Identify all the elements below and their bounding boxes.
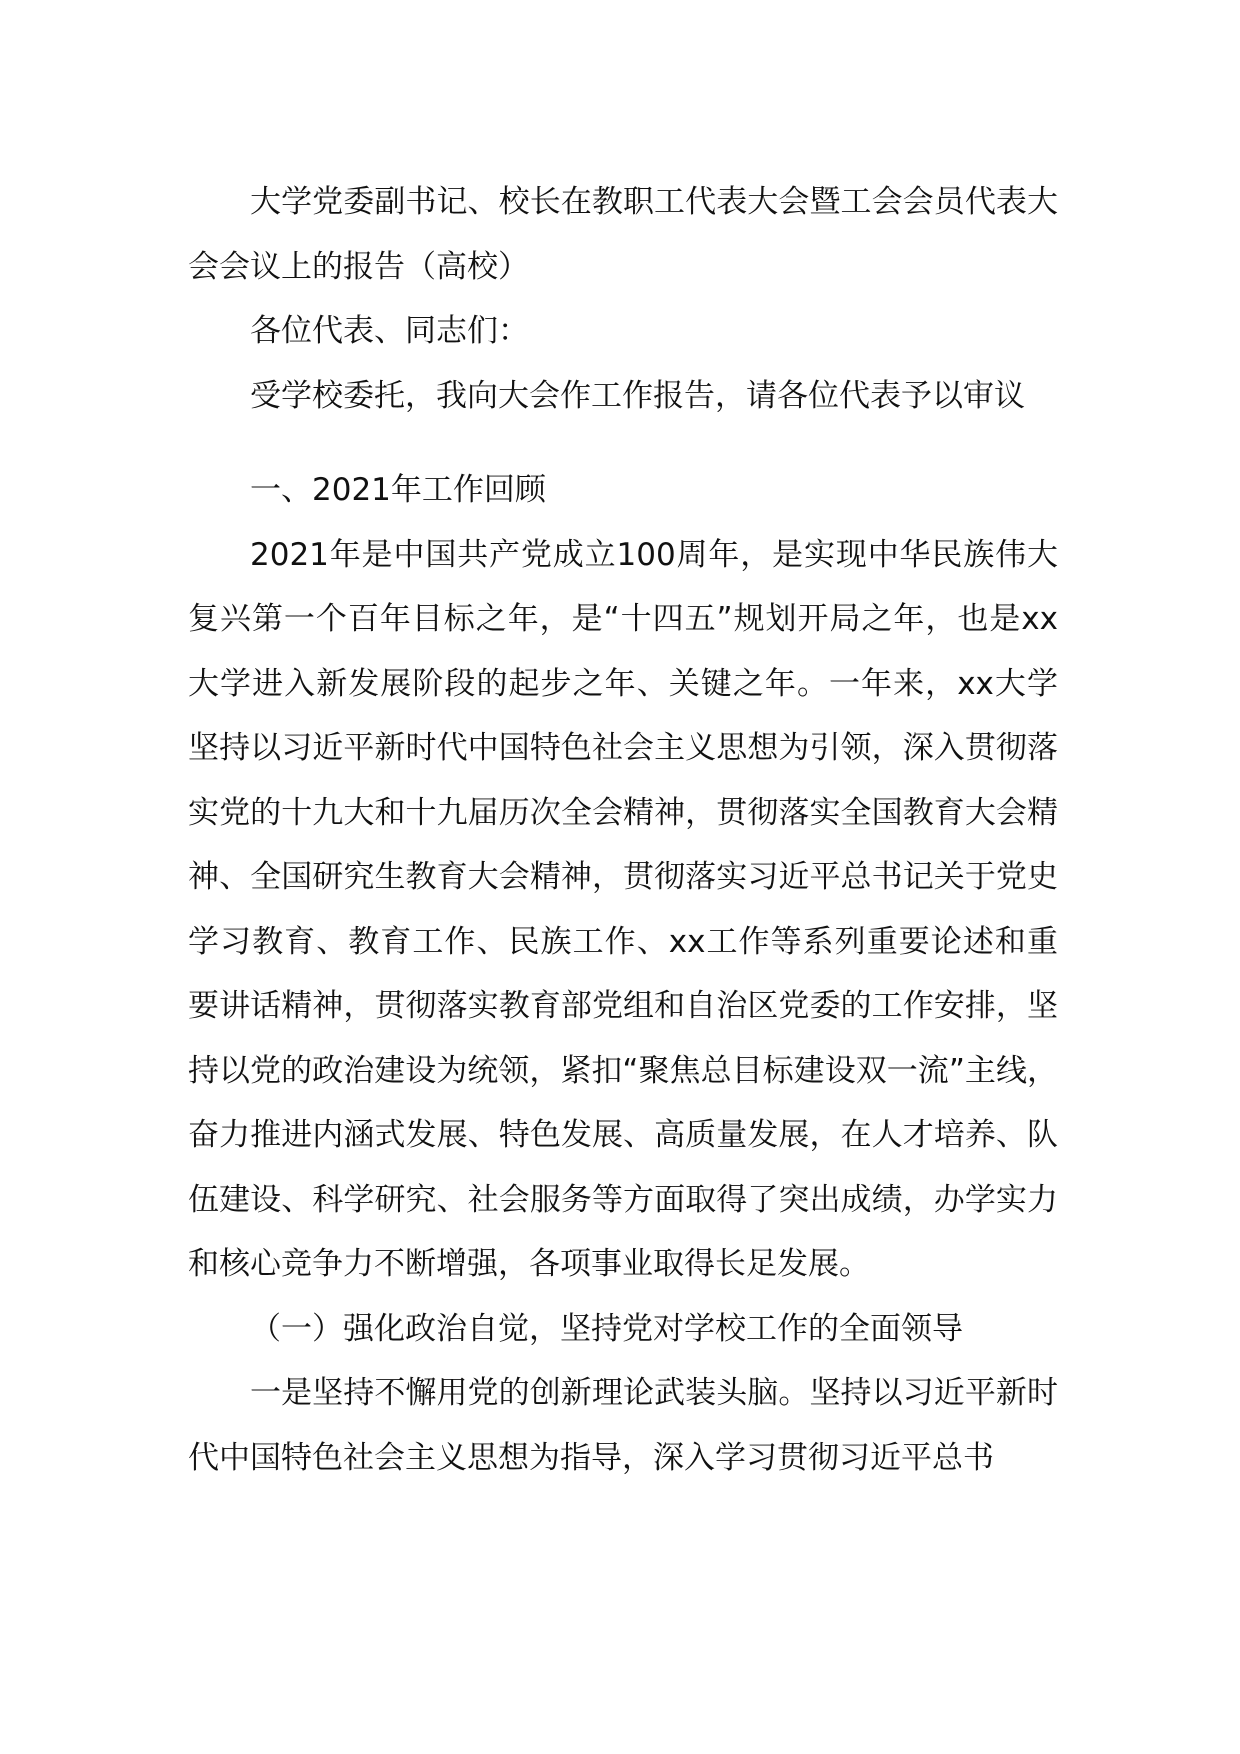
subsection-heading: （一）强化政治自觉，坚持党对学校工作的全面领导 [250,1310,963,1347]
paragraph-gap [188,428,1058,458]
salutation: 各位代表、同志们： [250,313,529,349]
document-body [188,170,1058,1490]
section-heading: 一、2021年工作回顾 [250,472,546,508]
body-paragraph: 一是坚持不懈用党的创新理论武装头脑。坚持以习近平新时代中国特色社会主义思想为指导，深入学习贯彻习近平总书 [188,1375,1058,1476]
intro-paragraph: 受学校委托，我向大会作工作报告，请各位代表予以审议 [250,377,1025,414]
document-title: 大学党委副书记、校长在教职工代表大会暨工会会员代表大会会议上的报告（高校） [188,184,1058,285]
body-paragraph: 2021年是中国共产党成立100周年，是实现中华民族伟大复兴第一个百年目标之年，是“十四五”规划开局之年，也是xx大学进入新发展阶段的起步之年、关键之年。一年来，xx大学坚持以习近平新时代中国特色社会主义思想为引领，深入贯彻落实党的十九大和十九届历次全会精神，贯彻落实全国教育大会精神、全国研究生教育大会精神，贯彻落实习近平总书记关于党史学习教育、教育工作、民族工作、xx工作等系列重要论述和重要讲话精神，贯彻落实教育部党组和自治区党委的工作安排，坚持以党的政治建设为统领，紧扣“聚焦总目标建设双一流”主线，奋力推进内涵式发展、特色发展、高质量发展，在人才培养、队伍建设、科学研究、社会服务等方面取得了突出成绩，办学实力和核心竞争力不断增强，各项事业取得长足发展。 [188,536,1058,1282]
